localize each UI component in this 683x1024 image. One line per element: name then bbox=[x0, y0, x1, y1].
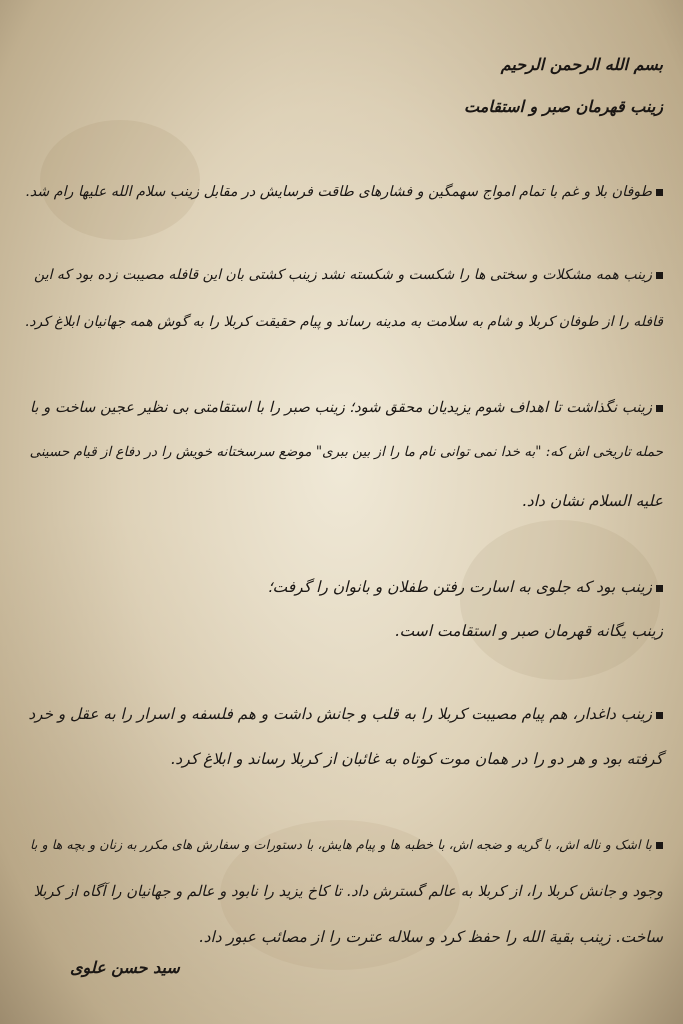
bullet-icon bbox=[656, 712, 663, 719]
paragraph-line: زینب بود که جلوی به اسارت رفتن طفلان و بانوان را گرفت؛ bbox=[24, 578, 663, 596]
bullet-icon bbox=[656, 405, 663, 412]
paragraph-line: وجود و جانش کربلا را، از کربلا به عالم گسترش داد. تا کاخ یزید را نابود و عالم و جهانیان را آگاه از کربلا bbox=[33, 883, 663, 900]
basmala: بسم الله الرحمن الرحیم bbox=[500, 55, 663, 74]
signature: سید حسن علوی bbox=[70, 958, 180, 977]
paragraph-line: زینب همه مشکلات و سختی ها را شکست و شکسته نشد زینب کشتی بان این قافله مصیبت زده بود که این bbox=[24, 267, 663, 283]
paragraph-line: زینب داغدار، هم پیام مصیبت کربلا را به قلب و جانش داشت و هم فلسفه و اسرار را به عقل و خرد bbox=[24, 705, 663, 723]
paragraph-line: با اشک و ناله اش، با گریه و ضجه اش، با خطبه ها و پیام هایش، با دستورات و سفارش های مکرر به زنان و بچه ها و با bbox=[24, 838, 663, 853]
bullet-icon bbox=[656, 585, 663, 592]
paragraph-line: گرفته بود و هر دو را در همان موت کوتاه به غائبان از کربلا رساند و ابلاغ کرد. bbox=[170, 750, 663, 768]
paragraph-line: طوفان بلا و غم با تمام امواج سهمگین و فشارهای طاقت فرسایش در مقابل زینب سلام الله علیها رام شد. bbox=[24, 184, 663, 200]
paragraph-line: زینب نگذاشت تا اهداف شوم یزیدیان محقق شود؛ زینب صبر را با استقامتی بی نظیر عجین ساخت و با bbox=[24, 399, 663, 416]
paragraph-line: ساخت. زینب بقیة الله را حفظ کرد و سلاله عترت را از مصائب عبور داد. bbox=[198, 928, 663, 946]
paragraph-line: قافله را از طوفان کربلا و شام به سلامت به مدینه رساند و پیام حقیقت کربلا را به گوش همه جهانیان ابلاغ کرد. bbox=[24, 314, 663, 330]
paragraph-line: حمله تاریخی اش که: "به خدا نمی توانی نام ما را از بین ببری" موضع سرسختانه خویش را در دفاع از قیام حسینی bbox=[29, 444, 663, 460]
letter-body bbox=[24, 0, 663, 1024]
page-title: زینب قهرمان صبر و استقامت bbox=[464, 97, 663, 116]
bullet-icon bbox=[656, 842, 663, 849]
paragraph-line: علیه السلام نشان داد. bbox=[521, 492, 663, 510]
paragraph-line: زینب یگانه قهرمان صبر و استقامت است. bbox=[394, 622, 663, 640]
bullet-icon bbox=[656, 272, 663, 279]
bullet-icon bbox=[656, 189, 663, 196]
